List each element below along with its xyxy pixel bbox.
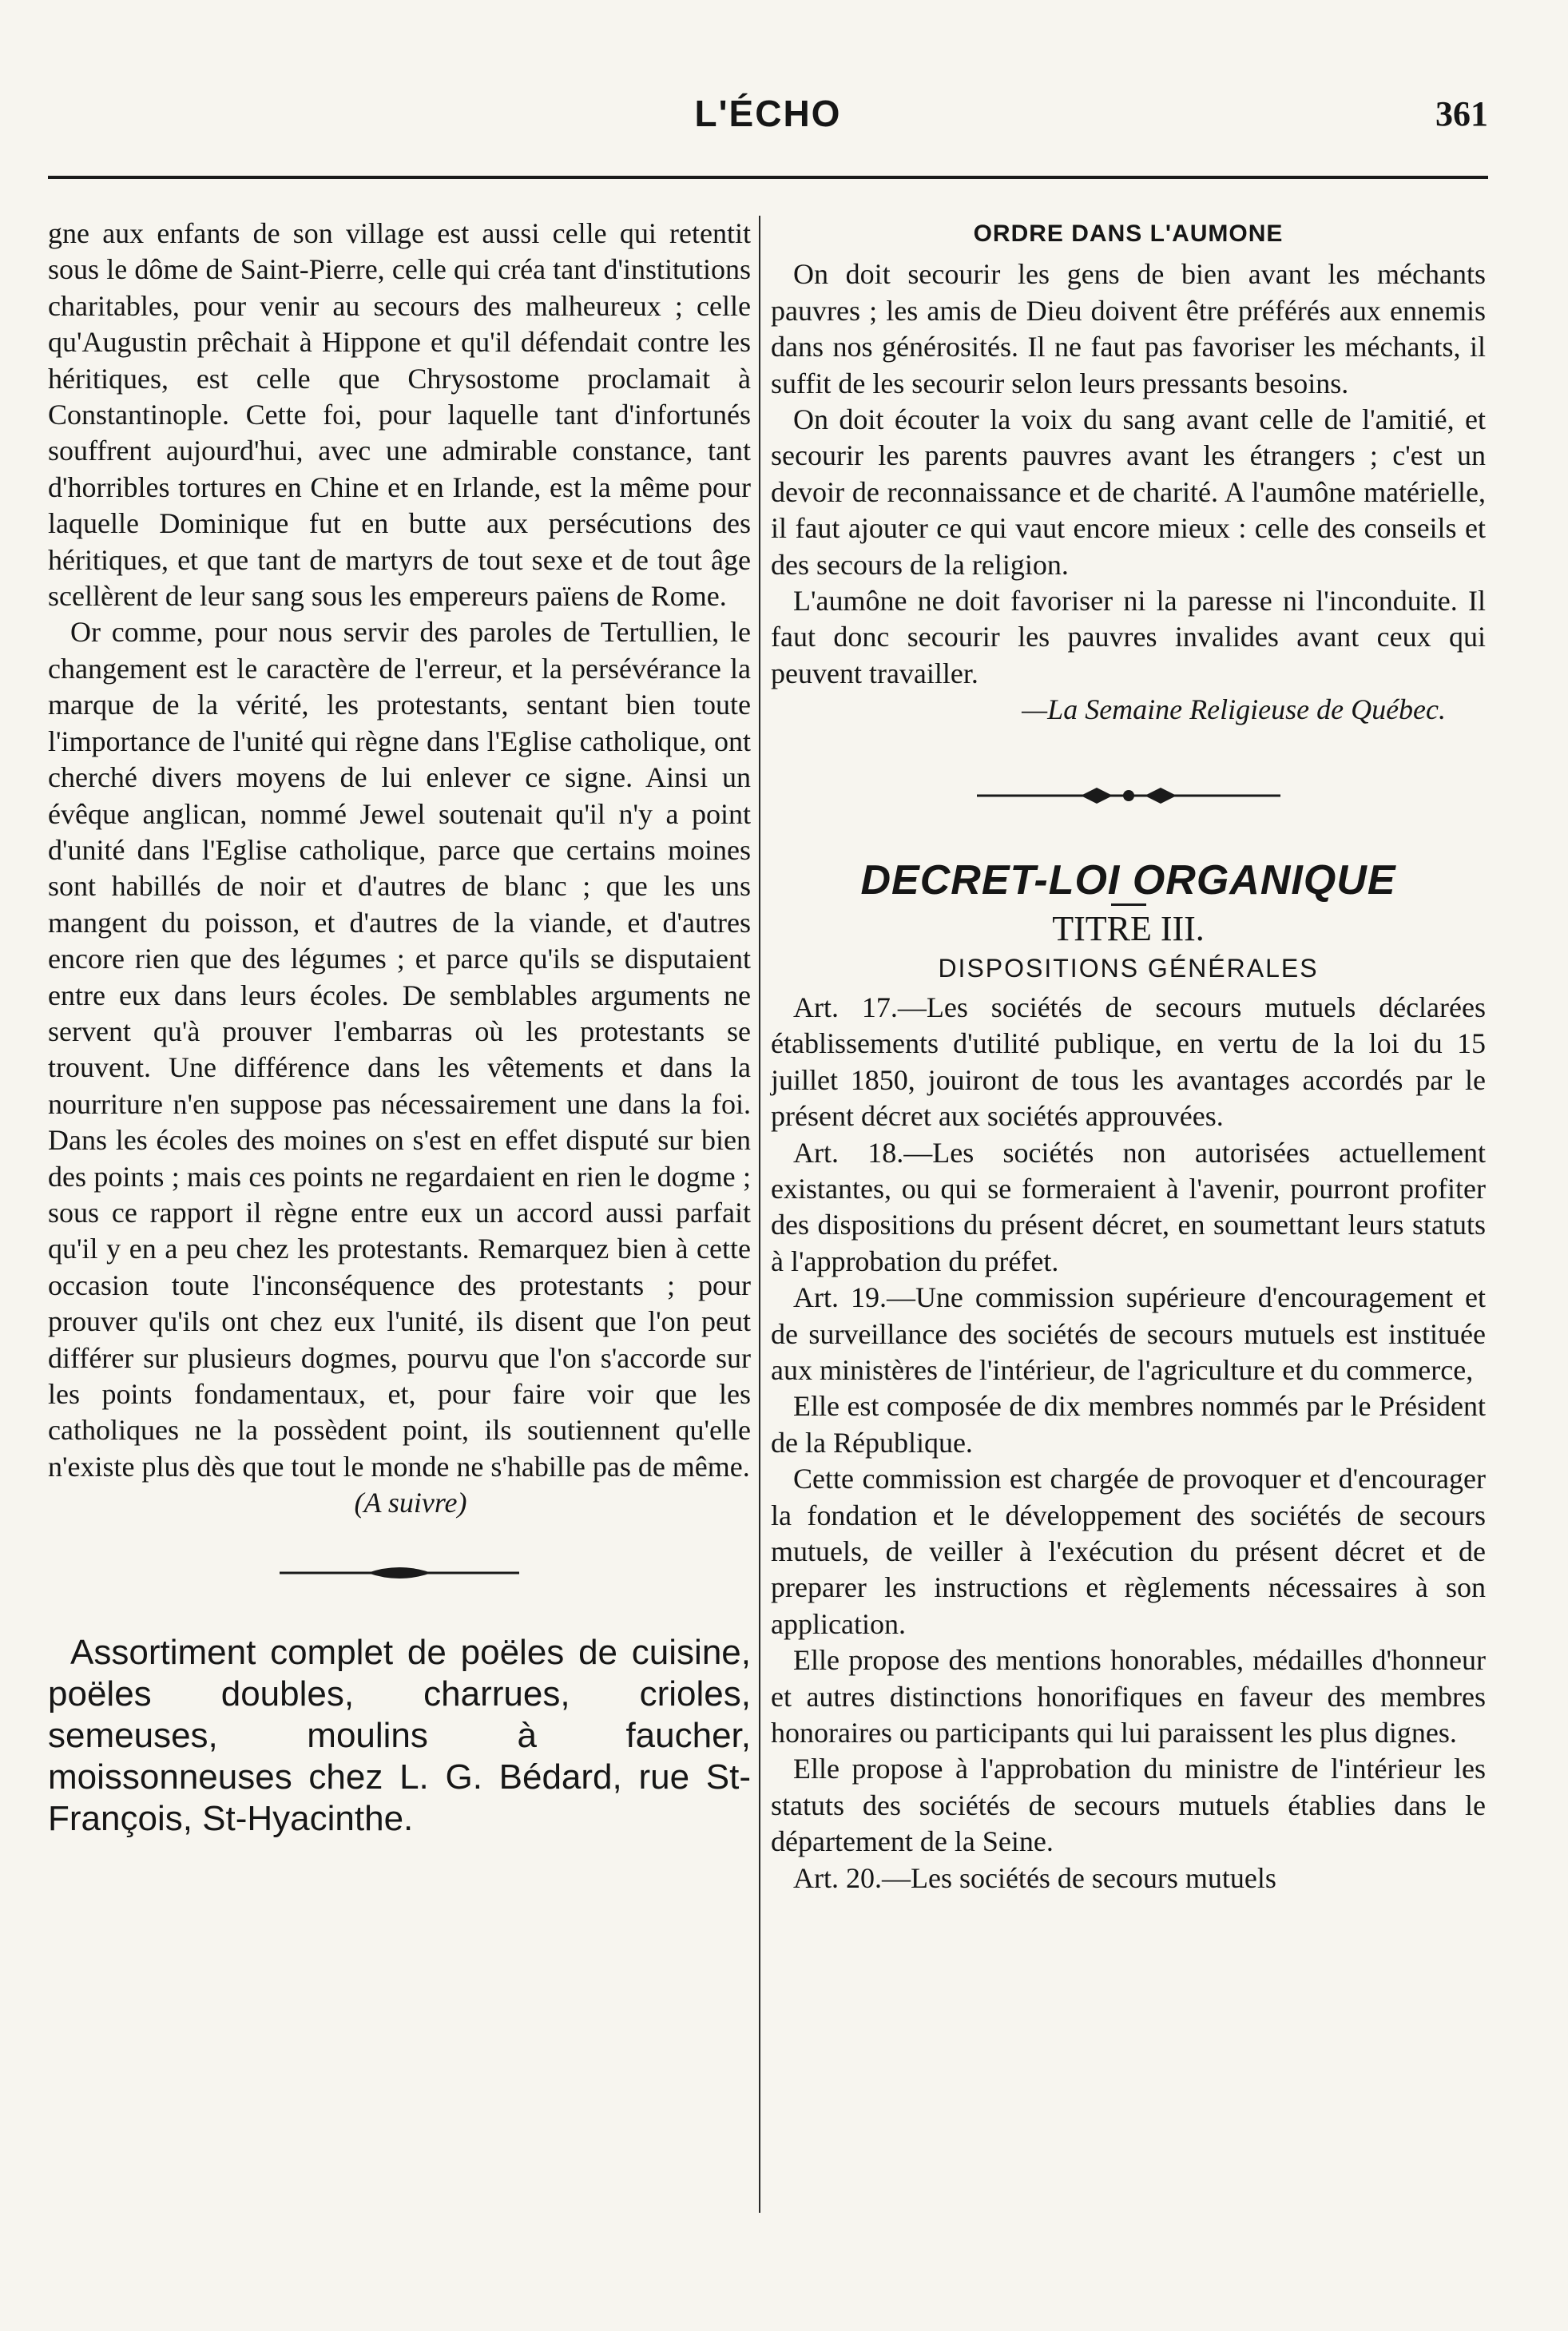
decree-title: DECRET-LOI ORGANIQUE: [860, 856, 1396, 903]
article-paragraph: On doit écouter la voix du sang avant celle de l'amitié, et secourir les parents pauvres avant les étrangers ; c'est un devoir de reconnaissance et de charité. A l'aumône matérielle, il faut ajouter ce qui vaut encore mieux : celle des conseils et des secours de la religion.: [771, 403, 1486, 581]
article-paragraph: Art. 20.—Les sociétés de secours mutuels: [793, 1861, 1276, 1894]
right-column: [771, 216, 1486, 1896]
page-number: 361: [1435, 94, 1488, 133]
column-divider: [759, 216, 760, 2213]
ornament-divider: [977, 784, 1280, 807]
title-dash: [1111, 903, 1146, 906]
to-be-continued: (A suivre): [354, 1487, 467, 1519]
article-paragraph: Cette commission est chargée de provoquer et d'encourager la fondation et le développement des sociétés de secours mutuels, de veiller à l'exécution du présent décret et de preparer les instructions et règlements nécessaires à son application.: [771, 1463, 1486, 1640]
article-paragraph: gne aux enfants de son village est aussi celle qui retentit sous le dôme de Saint-Pierre, celle qui créa tant d'institutions charitables, pour venir au secours des malheureux ; celle qu'Augustin prêchait à Hippone et qu'il défendait contre les héritiques, est celle que Chrysostome proclamait à Constantinople. Cette foi, pour laquelle tant d'infortunés souffrent aujourd'hui, avec une admirable constance, tant d'horribles tortures en Chine et en Irlande, est la même pour laquelle Dominique fut en butte aux persécutions des héritiques, et que tant de martyrs de tout sexe et de tout âge scellèrent de leur sang sous les empereurs païens de Rome.: [48, 217, 751, 613]
article-paragraph: Or comme, pour nous servir des paroles de Tertullien, le changement est le caractère de l'erreur, et la persévérance la marque de la vérité, les protestants, sentant bien toute l'importance de l'unité qui règne dans l'Eglise catholique, ont cherché divers moyens de lui enlever ce signe. Ainsi un évêque anglican, nommé Jewel soutenait qu'il n'y a point d'unité dans l'Eglise catholique, parce que certains moines sont habillés de noir et d'autres de blanc ; que les uns mangent du poisson, et d'autres de la viande, et d'autres encore rien que des légumes ; et parce qu'ils se disputaient entre eux dans leurs écoles. De semblables arguments ne servent qu'à prouver l'embarras où les protestants se trouvent. Une différence dans les vêtements et dans la nourriture n'en suppose pas nécessairement une dans la foi. Dans les écoles des moines on s'est en effet disputé sur bien des points ; mais ces points ne regardaient en rien le dogme ; sous ce rapport il règne entre eux un accord aussi parfait qu'il y en a peu chez les protestants. Remarquez bien à cette occasion toute l'inconséquence des protestants ; pour prouver qu'ils ont chez eux l'unité, ils disent que l'on peut différer sur plusieurs dogmes, pourvu que l'on s'accorde sur les points fondamentaux, et, pour faire voir que les catholiques ne la possèdent point, ils soutiennent qu'elle n'existe plus dès que tout le monde ne s'habille pas de même.: [48, 616, 751, 1483]
source-attribution: —La Semaine Religieuse de Québec.: [1022, 693, 1446, 726]
article-paragraph: L'aumône ne doit favoriser ni la paresse ni l'inconduite. Il faut donc secourir les pauvres invalides avant ceux qui peuvent travailler.: [771, 585, 1486, 689]
titre-heading: TITRE III.: [1052, 909, 1205, 949]
advertisement: Assortiment complet de poëles de cuisine, poëles doubles, charrues, crioles, semeuses, moulins à faucher, moissonneuses chez L. G. Bédard, rue St-François, St-Hyacinthe.: [48, 1632, 751, 1838]
article-paragraph: On doit secourir les gens de bien avant les méchants pauvres ; les amis de Dieu doivent être préférés aux ennemis dans nos générosités. Il ne faut pas favoriser les méchants, il suffit de les secourir selon leurs pressants besoins.: [771, 258, 1486, 399]
ornament-divider: [280, 1562, 519, 1584]
page-header: [48, 92, 1488, 156]
article-paragraph: Art. 17.—Les sociétés de secours mutuels déclarées établissements d'utilité publique, en vertu de la loi du 15 juillet 1850, jouiront de tous les avantages accordés par le présent décret aux sociétés approuvées.: [771, 991, 1486, 1133]
publication-title: L'ÉCHO: [694, 93, 842, 134]
header-rule: [48, 176, 1488, 179]
section-heading: ORDRE DANS L'AUMONE: [973, 220, 1284, 247]
sub-heading: DISPOSITIONS GÉNÉRALES: [938, 953, 1319, 983]
article-paragraph: Art. 18.—Les sociétés non autorisées actuellement existantes, ou qui se formeraient à l'avenir, pourront profiter des dispositions du présent décret, en soumettant leurs statuts à l'approbation du préfet.: [771, 1136, 1486, 1277]
left-column: [48, 216, 751, 1840]
article-paragraph: Elle propose des mentions honorables, médailles d'honneur et autres distinctions honorifiques en faveur des membres honoraires ou participants qui lui paraissent les plus dignes.: [771, 1644, 1486, 1749]
article-paragraph: Art. 19.—Une commission supérieure d'encouragement et de surveillance des sociétés de secours mutuels est instituée aux ministères de l'intérieur, de l'agriculture et du commerce,: [771, 1281, 1486, 1386]
article-paragraph: Elle propose à l'approbation du ministre de l'intérieur les statuts des sociétés de secours mutuels établies dans le département de la Seine.: [771, 1753, 1486, 1858]
article-paragraph: Elle est composée de dix membres nommés par le Président de la République.: [771, 1390, 1486, 1459]
